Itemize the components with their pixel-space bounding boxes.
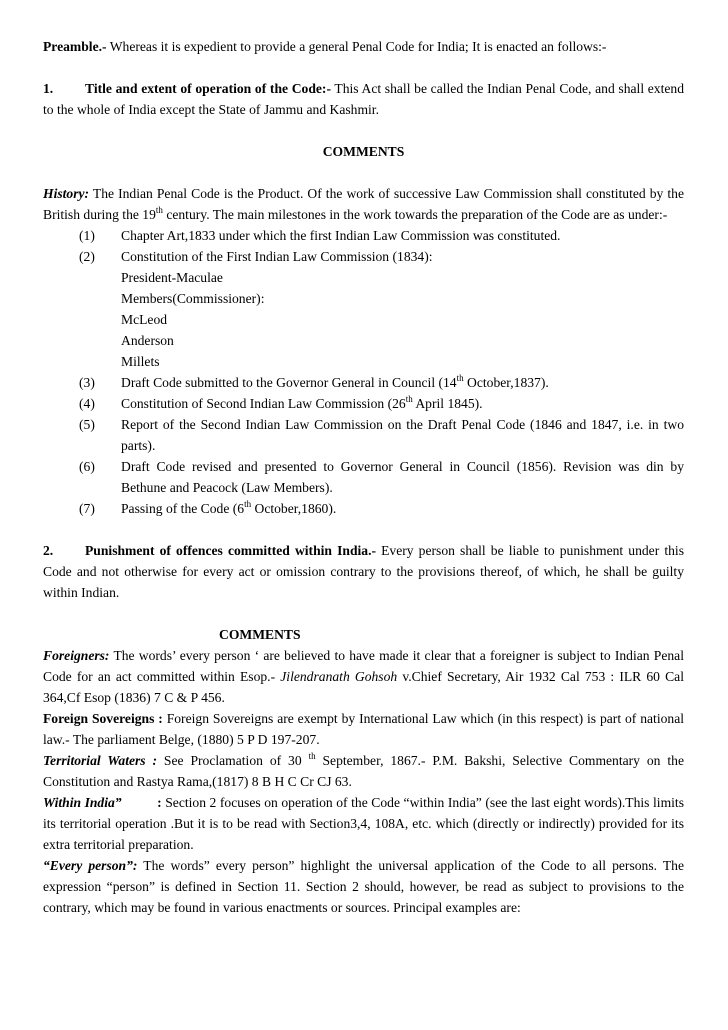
- sub-item: McLeod: [121, 312, 168, 327]
- history-list: [43, 225, 684, 519]
- section-1-title: Title and extent of operation of the Code:-: [85, 81, 331, 96]
- list-item: (1) Chapter Art,1833 under which the first Indian Law Commission was constituted.: [79, 228, 561, 243]
- sovereigns-paragraph: Foreign Sovereigns : Foreign Sovereigns are exempt by International Law which (in this respect) is part of national law.- The parliament Belge, (1880) 5 P D 197-207.: [43, 711, 684, 747]
- comments-heading-1: COMMENTS: [322, 144, 405, 159]
- every-person-paragraph: “Every person”: The words” every person” highlight the universal application of the Code to all persons. The expression “person” is defined in Section 11. Section 2 should, however, be read as subject to provisions to the contrary, which may be found in various enactments or sources. Principal examples are:: [43, 858, 684, 915]
- within-india-paragraph: Within India” : Section 2 focuses on operation of the Code “within India” (see the last eight words).This limits its territorial operation .But it is to be read with Section3,4, 108A, etc. which (directly or indirectly) provided for its extra territorial preparation.: [43, 795, 684, 852]
- sub-item: Members(Commissioner):: [121, 291, 265, 306]
- sub-item: Anderson: [121, 333, 174, 348]
- section-2-title: Punishment of offences committed within India.-: [85, 543, 376, 558]
- list-item: (5) Report of the Second Indian Law Commission on the Draft Penal Code (1846 and 1847, i.e. in two parts).: [79, 417, 684, 453]
- section-2-number: 2.: [43, 543, 54, 558]
- section-1-number: 1.: [43, 81, 54, 96]
- history-paragraph: History: The Indian Penal Code is the Product. Of the work of successive Law Commission shall constituted by the British during the 19th century. The main milestones in the work towards the preparation of the Code are as under:-: [43, 186, 684, 222]
- list-item: (7) Passing of the Code (6th October,1860).: [79, 499, 337, 516]
- section-2-text: Every person shall be liable to punishment under this Code and not otherwise for every act or omission contrary to the provisions thereof, of which, he shall be guilty within Indian.: [43, 543, 684, 600]
- foreigners-paragraph: Foreigners: The words’ every person ‘ are believed to have made it clear that a foreigner is subject to Indian Penal Code for an act committed within Esop.- Jilendranath Gohsoh v.Chief Secretary, Air 1932 Cal 753 : ILR 60 Cal 364,Cf Esop (1836) 7 C & P 456.: [43, 648, 684, 705]
- sub-item: President-Maculae: [121, 270, 223, 285]
- sub-item: Millets: [121, 354, 160, 369]
- history-label: History:: [43, 186, 90, 201]
- section-1: [43, 78, 684, 120]
- preamble-text: Whereas it is expedient to provide a general Penal Code for India; It is enacted an follows:-: [106, 39, 607, 54]
- list-item: (2) Constitution of the First Indian Law Commission (1834): President-Maculae Members(Commissioner): McLeod Anderson Millets: [79, 246, 684, 372]
- section-1-text: This Act shall be called the Indian Penal Code, and shall extend to the whole of India except the State of Jammu and Kashmir.: [43, 81, 685, 117]
- section-2: [43, 540, 684, 603]
- list-item: (3) Draft Code submitted to the Governor General in Council (14th October,1837).: [79, 373, 549, 390]
- case-name: Jilendranath Gohsoh: [280, 669, 398, 684]
- list-item: (4) Constitution of Second Indian Law Commission (26th April 1845).: [79, 394, 483, 411]
- territorial-waters-paragraph: Territorial Waters : See Proclamation of 30 $^{th}$ September, 1867.- P.M. Bakshi, Selective Commentary on the Constitution and Rastya Rama,(1817) 8 B H C Cr CJ 63.: [43, 751, 684, 789]
- comments-heading-2: COMMENTS: [219, 627, 301, 642]
- list-item: (6) Draft Code revised and presented to Governor General in Council (1856). Revision was din by Bethune and Peacock (Law Members).: [79, 459, 684, 495]
- preamble-label: Preamble.-: [43, 39, 107, 54]
- preamble: [43, 36, 684, 57]
